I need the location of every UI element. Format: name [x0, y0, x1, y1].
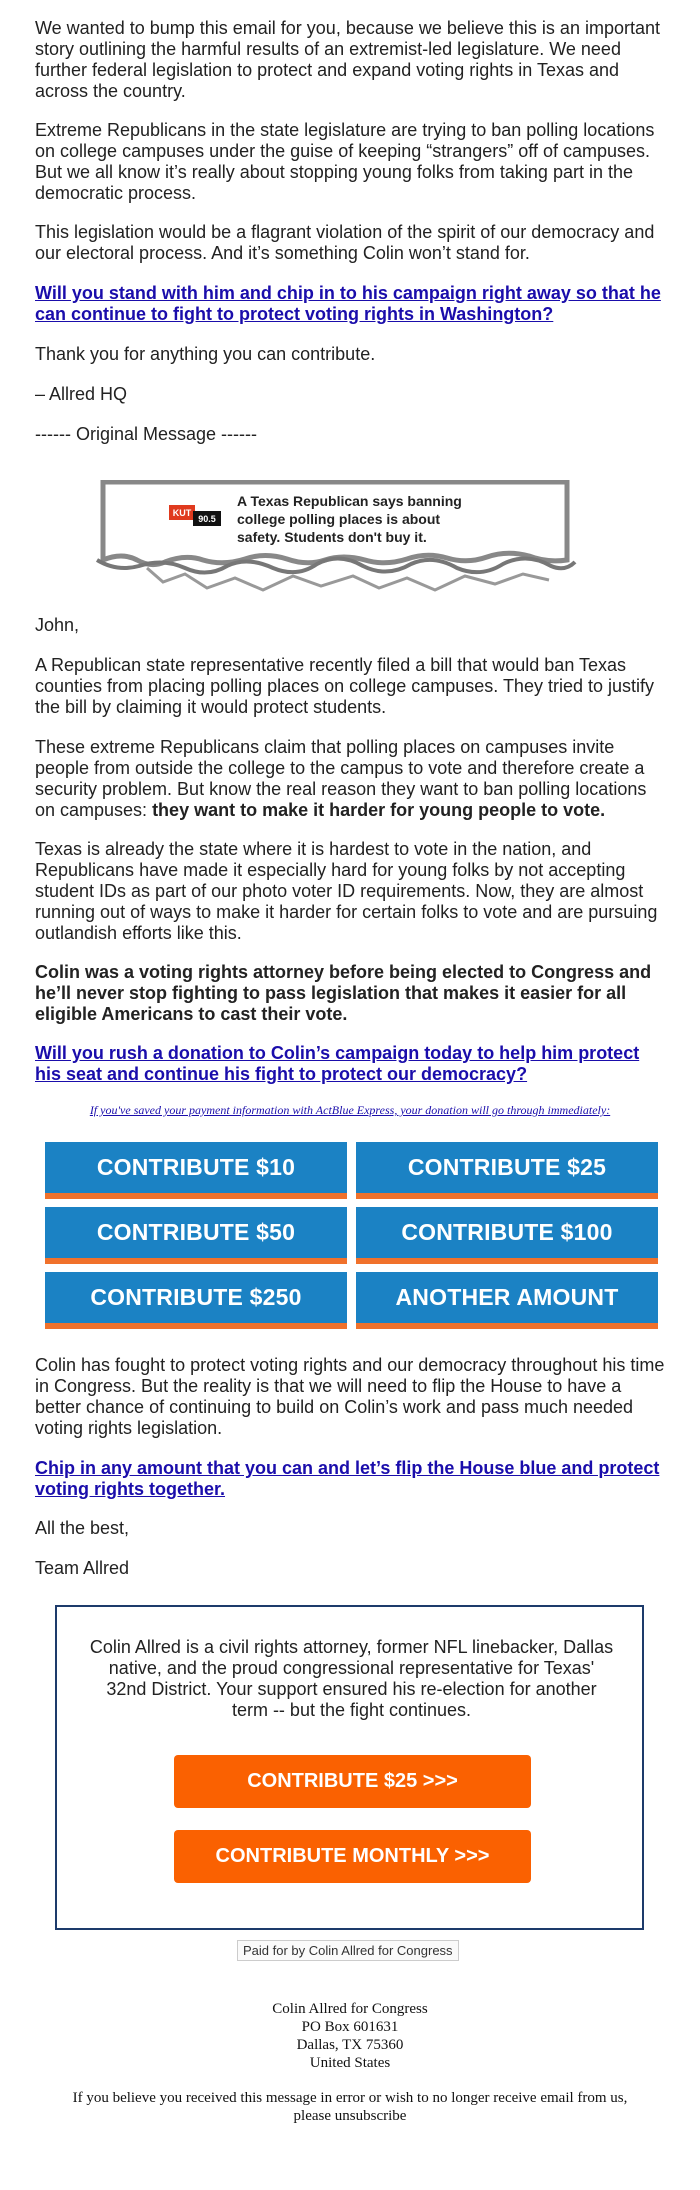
- another-amount-button[interactable]: ANOTHER AMOUNT: [356, 1272, 658, 1329]
- rush-donation-paragraph: [35, 1043, 665, 1085]
- body-paragraph-1: A Republican state representative recently filed a bill that would ban Texas counties from placing polling places on college campuses. They tried to justify the bill by claiming it would protect students.: [35, 655, 654, 717]
- actblue-express-note: [35, 1103, 665, 1118]
- contribute-10-button[interactable]: CONTRIBUTE $10: [45, 1142, 347, 1199]
- banner-headline-line-1: A Texas Republican says banning: [237, 493, 462, 509]
- team-signature: Team Allred: [35, 1558, 130, 1578]
- contribute-50-button[interactable]: CONTRIBUTE $50: [45, 1207, 347, 1264]
- original-message-divider: ------ Original Message ------: [35, 424, 257, 444]
- kut-logo-text: KUT: [172, 508, 192, 518]
- contribute-100-button[interactable]: CONTRIBUTE $100: [356, 1207, 658, 1264]
- stand-with-him-link[interactable]: Will you stand with him and chip in to his campaign right away so that he can continue to fight to protect voting rights in Washington?: [35, 283, 661, 324]
- body-paragraph-3: Texas is already the state where it is hardest to vote in the nation, and Republicans have made it especially hard for young folks by not accepting student IDs as part of our photo voter ID requirements. Now, they are almost running out of ways to make it harder for certain folks to vote and are pursuing outlandish efforts like this.: [35, 839, 658, 943]
- banner-headline-line-2: college polling places is about: [237, 511, 441, 527]
- unsubscribe-line-1: If you believe you received this message in error or wish to no longer receive email from us,: [72, 2090, 628, 2106]
- regards-text: All the best,: [35, 1518, 130, 1538]
- address-country: United States: [309, 2055, 391, 2071]
- intro-link-paragraph: [35, 283, 665, 325]
- contribute-25-button[interactable]: CONTRIBUTE $25: [356, 1142, 658, 1199]
- contribute-25-footer-button[interactable]: CONTRIBUTE $25 >>>: [174, 1755, 531, 1808]
- candidate-bio-box: [55, 1605, 644, 1930]
- intro-paragraph-3: This legislation would be a flagrant violation of the spirit of our democracy and our electoral process. And it’s something Colin won’t stand for.: [35, 222, 655, 263]
- body-paragraph-2: [35, 737, 665, 821]
- thanks-text: Thank you for anything you can contribute.: [35, 344, 376, 364]
- body-paragraph-4: Colin was a voting rights attorney before being elected to Congress and he’ll never stop fighting to pass legislation that makes it easier for all eligible Americans to cast their vote.: [35, 962, 652, 1024]
- contribute-monthly-button[interactable]: CONTRIBUTE MONTHLY >>>: [174, 1830, 531, 1883]
- signoff-text: – Allred HQ: [35, 384, 128, 404]
- candidate-bio: Colin Allred is a civil rights attorney, former NFL linebacker, Dallas native, and the proud congressional representative for Texas' 32nd District. Your support ensured his re-election for another term -- but the fight continues.: [89, 1637, 614, 1720]
- news-banner-image[interactable]: [67, 480, 604, 598]
- closing-paragraph: Colin has fought to protect voting rights and our democracy throughout his time in Congress. But the reality is that we will need to flip the House to have a better chance of continuing to build on Colin’s work and pass much needed voting rights legislation.: [35, 1355, 665, 1438]
- address-po-box: PO Box 601631: [301, 2019, 399, 2035]
- contribute-250-button[interactable]: CONTRIBUTE $250: [45, 1272, 347, 1329]
- actblue-express-link[interactable]: If you've saved your payment information with ActBlue Express, your donation will go through immediately:: [89, 1103, 611, 1117]
- flip-house-link[interactable]: Chip in any amount that you can and let’s flip the House blue and protect voting rights together.: [35, 1458, 660, 1499]
- intro-paragraph-2: Extreme Republicans in the state legislature are trying to ban polling locations on college campuses under the guise of keeping “strangers” off of campuses. But we all know it’s really about stopping young folks from taking part in the democratic process.: [35, 120, 655, 203]
- unsubscribe-link[interactable]: please unsubscribe: [293, 2108, 407, 2124]
- greeting: John,: [35, 615, 80, 635]
- body-paragraph-2-bold: they want to make it harder for young people to vote.: [152, 800, 606, 820]
- address-org: Colin Allred for Congress: [272, 2001, 428, 2017]
- kut-logo-frequency: 90.5: [198, 514, 216, 524]
- paid-for-disclaimer: Paid for by Colin Allred for Congress: [237, 1940, 459, 1961]
- rush-donation-link[interactable]: Will you rush a donation to Colin’s campaign today to help him protect his seat and continue his fight to protect our democracy?: [35, 1043, 640, 1084]
- body-paragraph-2-text: These extreme Republicans claim that polling places on campuses invite people from outside the college to the campus to vote and therefore create a security problem. But know the real reason they want to ban polling locations on campuses:: [35, 737, 647, 820]
- flip-house-paragraph: [35, 1458, 665, 1500]
- intro-paragraph-1: We wanted to bump this email for you, because we believe this is an important story outlining the harmful results of an extremist-led legislature. We need further federal legislation to protect and expand voting rights in Texas and across the country.: [35, 18, 660, 101]
- banner-headline-line-3: safety. Students don't buy it.: [237, 529, 427, 545]
- unsubscribe-line-2: [0, 2107, 700, 2125]
- address-city: Dallas, TX 75360: [296, 2037, 404, 2053]
